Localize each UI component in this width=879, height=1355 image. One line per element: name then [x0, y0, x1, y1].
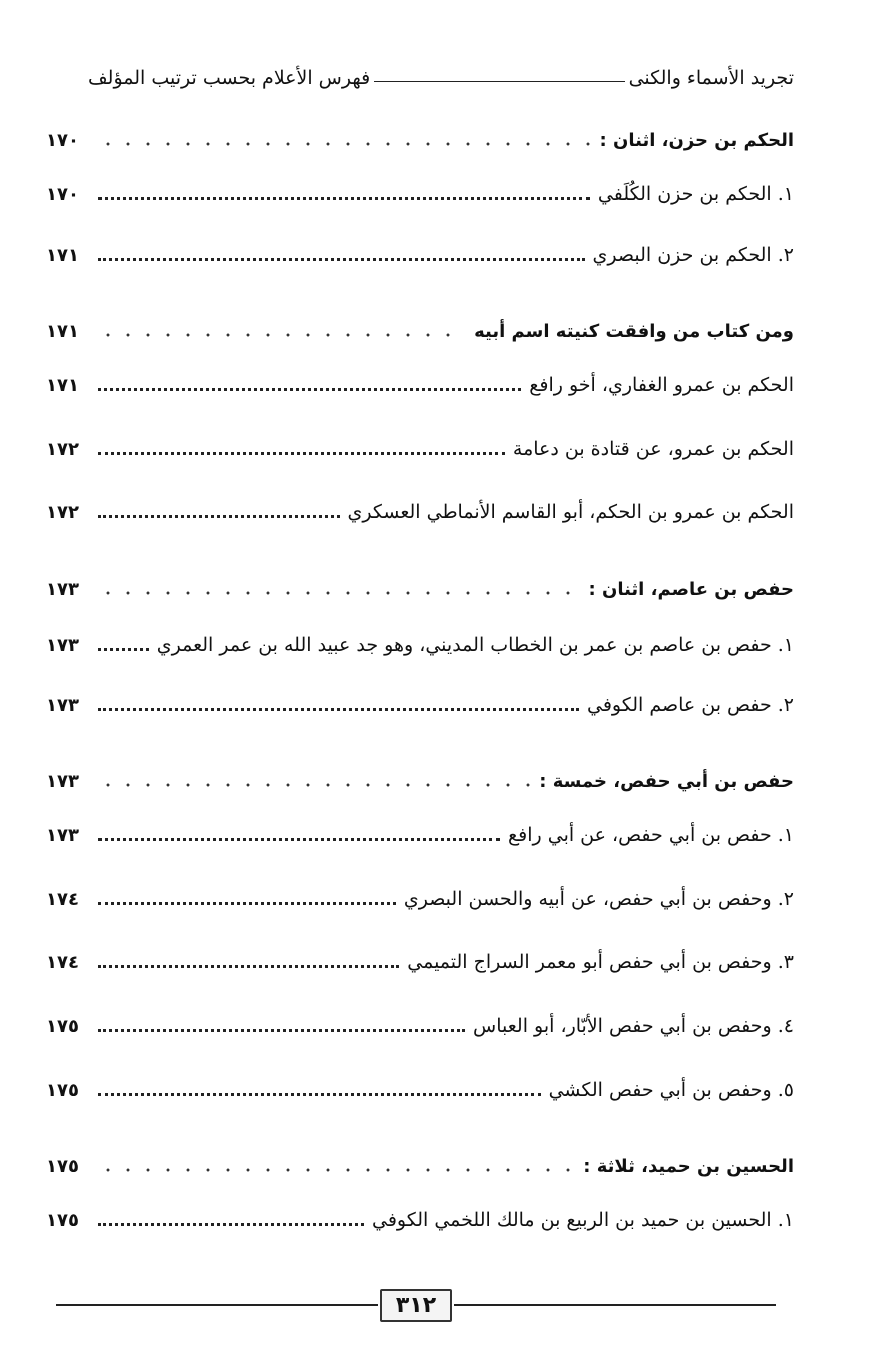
header-rule: [374, 81, 624, 82]
dot-leader: [98, 648, 149, 651]
entry-title: الحكم بن عمرو الغفاري، أخو رافع: [529, 374, 794, 396]
entry-title: ٢. الحكم بن حزن البصري: [592, 244, 794, 266]
entry-page-number: ١٧٣: [46, 824, 79, 846]
entry-page-number: ١٧٥: [46, 1079, 79, 1101]
dot-leader: [98, 1093, 541, 1096]
index-entry: [46, 881, 794, 917]
index-heading: [46, 122, 794, 158]
entry-page-number: ١٧٤: [46, 888, 79, 910]
dot-leader: [98, 197, 590, 200]
dot-leader: [98, 515, 340, 518]
entry-title: حفص بن أبي حفص، خمسة :: [539, 770, 794, 792]
dot-leader: [98, 258, 585, 261]
dot-leader: [98, 1029, 465, 1032]
index-heading: [46, 1148, 794, 1184]
entry-page-number: ١٧٤: [46, 951, 79, 973]
entry-title: ٤. وحفص بن أبي حفص الأبّار، أبو العباس: [473, 1015, 794, 1037]
entry-title: حفص بن عاصم، اثنان :: [588, 578, 794, 600]
section-title: فهرس الأعلام بحسب ترتيب المؤلف: [88, 67, 371, 89]
entry-title: الحكم بن عمرو بن الحكم، أبو القاسم الأنماطي العسكري: [347, 501, 794, 523]
dot-leader: [98, 708, 579, 711]
entry-title: الحكم بن حزن، اثنان :: [599, 129, 794, 151]
entry-title: الحسين بن حميد، ثلاثة :: [583, 1155, 794, 1177]
dot-leader: [98, 838, 500, 841]
dot-leader: [98, 452, 505, 455]
entry-title: ١. حفص بن أبي حفص، عن أبي رافع: [508, 824, 794, 846]
dot-leader: [98, 1223, 364, 1226]
dot-leader: [98, 590, 580, 596]
dot-leader: [98, 388, 521, 391]
entry-page-number: ١٧٣: [46, 770, 79, 792]
dot-leader: [98, 902, 396, 905]
entry-title: ١. الحكم بن حزن الكُلَفي: [597, 183, 794, 205]
index-entry: [46, 494, 794, 530]
index-heading: [46, 763, 794, 799]
entry-page-number: ١٧٠: [46, 129, 79, 151]
index-entry: [46, 687, 794, 723]
dot-leader: [98, 965, 399, 968]
entry-page-number: ١٧١: [46, 244, 79, 266]
dot-leader: [98, 782, 531, 788]
entry-page-number: ١٧٢: [46, 501, 79, 523]
index-entry: [46, 1008, 794, 1044]
page-footer: [56, 1285, 776, 1325]
page-number: ٣١٢: [380, 1289, 452, 1322]
entry-title: ٣. وحفص بن أبي حفص أبو معمر السراج التميمي: [407, 951, 794, 973]
footer-rule-left: [56, 1304, 378, 1306]
running-header: [88, 58, 794, 98]
entry-page-number: ١٧٣: [46, 578, 79, 600]
entry-title: الحكم بن عمرو، عن قتادة بن دعامة: [512, 438, 794, 460]
entry-page-number: ١٧٢: [46, 438, 79, 460]
entry-page-number: ١٧١: [46, 320, 79, 342]
index-entry: [46, 1072, 794, 1108]
entry-page-number: ١٧٣: [46, 694, 79, 716]
footer-rule-right: [454, 1304, 776, 1306]
entry-page-number: ١٧٣: [46, 634, 79, 656]
entry-title: ١. الحسين بن حميد بن الربيع بن مالك اللخمي الكوفي: [372, 1209, 794, 1231]
entry-title: ٢. حفص بن عاصم الكوفي: [586, 694, 794, 716]
entry-title: ١. حفص بن عاصم بن عمر بن الخطاب المديني، وهو جد عبيد الله بن عمر العمري: [156, 634, 794, 656]
book-title: تجريد الأسماء والكنى: [628, 67, 794, 89]
index-entry: [46, 237, 794, 273]
index-entry: [46, 944, 794, 980]
entry-page-number: ١٧٥: [46, 1015, 79, 1037]
entry-page-number: ١٧٠: [46, 183, 79, 205]
entry-title: ومن كتاب من وافقت كنيته اسم أبيه: [474, 320, 794, 342]
entry-page-number: ١٧٥: [46, 1155, 79, 1177]
index-heading: [46, 313, 794, 349]
entry-page-number: ١٧٥: [46, 1209, 79, 1231]
index-entry: [46, 176, 794, 212]
index-entry: [46, 817, 794, 853]
dot-leader: [98, 332, 466, 338]
dot-leader: [98, 1167, 575, 1173]
entry-title: ٥. وحفص بن أبي حفص الكشي: [548, 1079, 794, 1101]
entry-title: ٢. وحفص بن أبي حفص، عن أبيه والحسن البصري: [403, 888, 794, 910]
index-entry: [46, 431, 794, 467]
index-entry: [46, 1202, 794, 1238]
index-entry: [46, 627, 794, 663]
index-heading: [46, 571, 794, 607]
entry-page-number: ١٧١: [46, 374, 79, 396]
dot-leader: [98, 141, 592, 147]
index-entry: [46, 367, 794, 403]
